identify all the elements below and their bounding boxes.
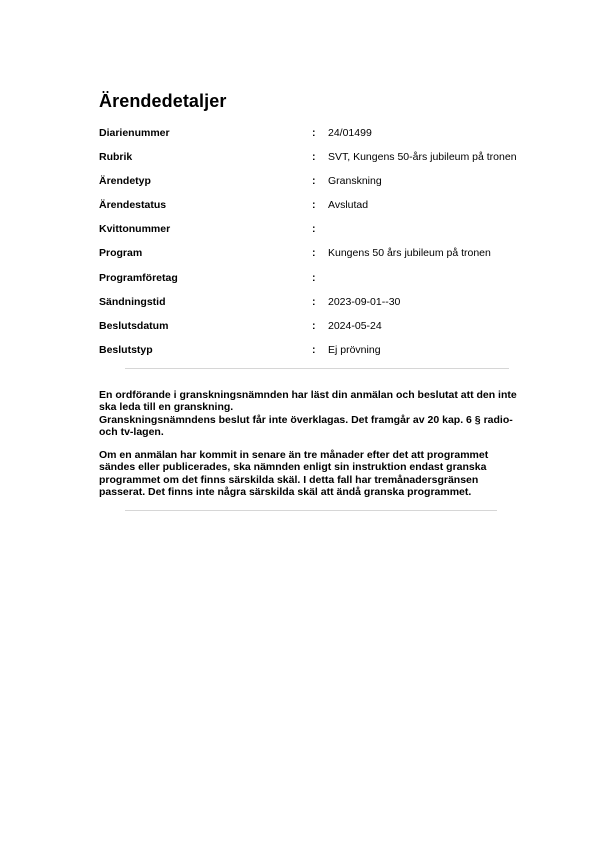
detail-value: SVT, Kungens 50-års jubileum på tronen (328, 151, 517, 164)
text-line: ska leda till en granskning. (99, 401, 234, 414)
detail-row-arendestatus (99, 197, 529, 221)
decision-text (99, 389, 524, 438)
detail-row-sandningstid (99, 294, 529, 318)
detail-row-diarienummer (99, 125, 529, 149)
detail-label: Rubrik (99, 151, 133, 164)
detail-label: Beslutstyp (99, 343, 153, 356)
detail-value: Granskning (328, 175, 382, 188)
detail-label: Diarienummer (99, 127, 170, 139)
detail-value: Ej prövning (328, 343, 381, 356)
section-divider (125, 368, 509, 369)
detail-row-beslutstyp (99, 342, 529, 366)
text-line: En ordförande i granskningsnämnden har läst din anmälan och beslutat att den inte (99, 389, 517, 401)
detail-label: Beslutsdatum (99, 319, 169, 332)
detail-separator: : (312, 199, 316, 212)
detail-value: Kungens 50 års jubileum på tronen (328, 247, 491, 260)
text-line: programmet om det finns särskilda skäl. I detta fall har tremånadersgränsen (99, 473, 479, 486)
text-line: passerat. Det finns inte några särskilda skäl att ändå granska programmet. (99, 485, 472, 498)
detail-label: Ärendetyp (99, 175, 151, 188)
detail-separator: : (312, 247, 316, 260)
detail-label: Ärendestatus (99, 199, 167, 212)
detail-row-arendetyp (99, 173, 529, 197)
detail-separator: : (312, 151, 316, 164)
detail-value: 2024-05-24 (328, 319, 382, 332)
detail-value: Avslutad (328, 199, 369, 212)
detail-separator: : (312, 223, 316, 236)
detail-row-kvittonummer (99, 221, 529, 245)
detail-separator: : (312, 271, 316, 284)
detail-separator: : (312, 127, 316, 139)
detail-label: Kvittonummer (99, 223, 171, 236)
detail-separator: : (312, 175, 316, 188)
detail-row-programforetag (99, 270, 529, 294)
detail-separator: : (312, 295, 316, 308)
detail-separator: : (312, 343, 316, 356)
detail-value: 24/01499 (328, 127, 372, 139)
text-line: Granskningsnämndens beslut får inte överklagas. Det framgår av 20 kap. 6 § radio- (99, 413, 513, 426)
detail-row-beslutsdatum (99, 318, 529, 342)
page-title: Ärendedetaljer (99, 91, 227, 111)
text-line: och tv-lagen. (99, 425, 164, 438)
detail-label: Programföretag (99, 271, 178, 284)
detail-label: Sändningstid (99, 295, 166, 308)
detail-row-rubrik (99, 149, 529, 173)
reason-text (99, 449, 524, 498)
details-list (99, 125, 529, 366)
detail-row-program (99, 245, 529, 269)
detail-value: 2023-09-01--30 (328, 295, 401, 308)
detail-separator: : (312, 319, 316, 332)
detail-label: Program (99, 247, 143, 260)
section-divider (125, 510, 497, 511)
text-line: sändes eller publicerades, ska nämnden enligt sin instruktion endast granska (99, 461, 487, 474)
text-line: Om en anmälan har kommit in senare än tre månader efter det att programmet (99, 449, 489, 461)
